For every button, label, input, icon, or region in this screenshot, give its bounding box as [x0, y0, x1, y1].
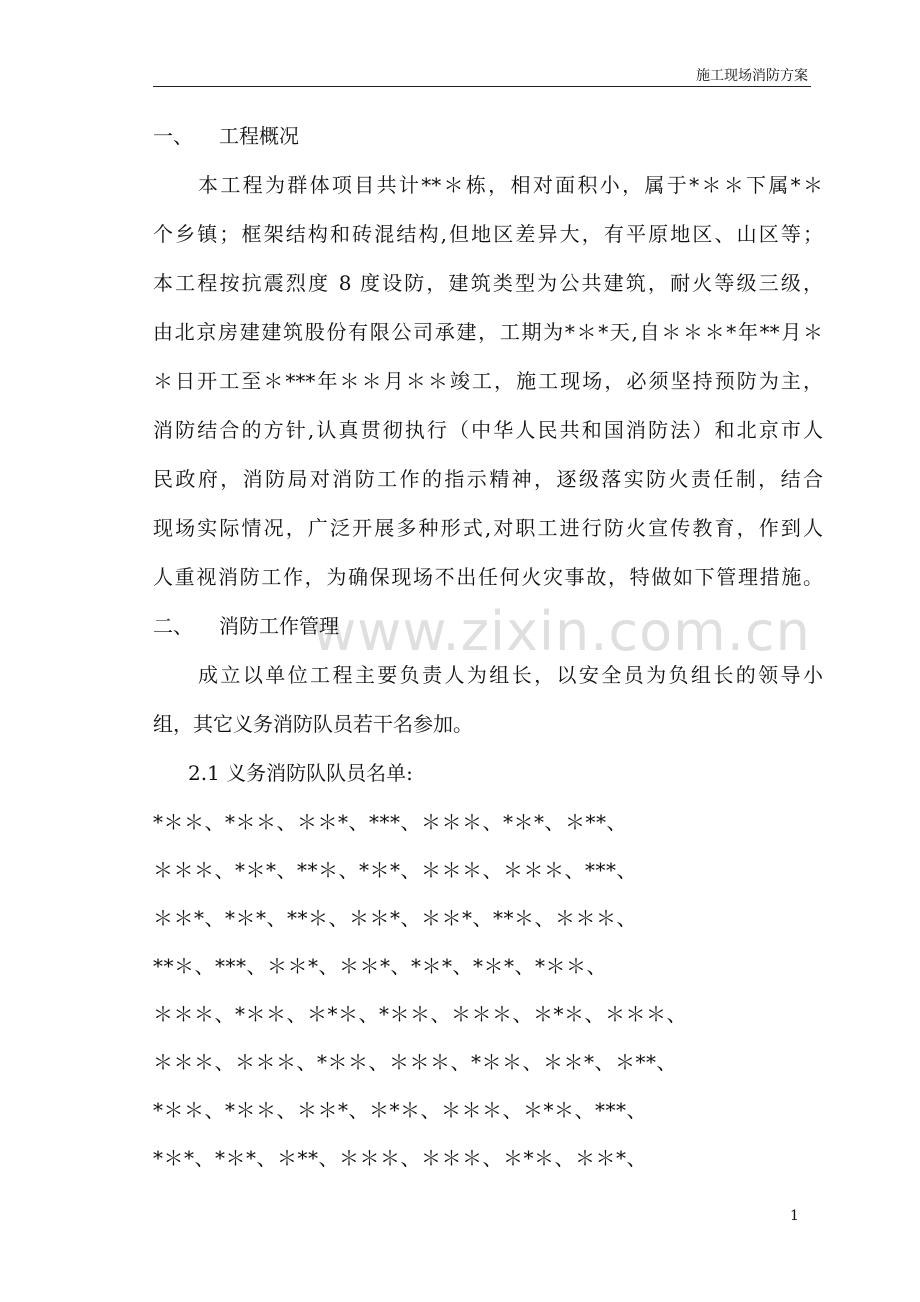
subsection-heading: 2.1 义务消防队队员名单:	[188, 761, 413, 785]
member-name-row: *＊*、*＊*、＊**、＊＊＊、＊＊＊、＊*＊、＊＊*、	[153, 1146, 647, 1170]
section-heading-1	[153, 112, 823, 161]
paragraph-line: ＊日开工至＊***年＊＊月＊＊竣工，施工现场，必须坚持预防为主，	[153, 369, 823, 393]
section-number: 二、	[153, 614, 193, 638]
member-name-row: ＊＊＊、＊＊＊、*＊＊、＊＊＊、*＊＊、＊＊*、＊**、	[153, 1050, 677, 1074]
member-name-row: ＊＊＊、*＊*、**＊、*＊*、＊＊＊、＊＊＊、***、	[153, 858, 637, 882]
paragraph-line: 组，其它义务消防队员若干名参加。	[153, 712, 473, 736]
paragraph-line: 由北京房建建筑股份有限公司承建，工期为*＊*天,自＊＊＊*年**月＊	[153, 320, 823, 344]
section-number: 一、	[153, 124, 193, 148]
member-name-row: ＊＊＊、*＊＊、＊*＊、*＊＊、＊＊＊、＊*＊、＊＊＊、	[153, 1002, 687, 1026]
watermark: www.zixin.com.cn	[312, 600, 811, 663]
section-title: 消防工作管理	[219, 614, 339, 638]
paragraph-line: 本工程按抗震烈度 8 度设防，建筑类型为公共建筑，耐火等级三级，	[153, 271, 823, 295]
paragraph-line: 人重视消防工作，为确保现场不出任何火灾事故，特做如下管理措施。	[153, 565, 823, 589]
document-body	[153, 112, 823, 1182]
page-header-title: 施工现场消防方案	[696, 68, 808, 84]
member-name-row: ＊＊*、*＊*、**＊、＊＊*、＊＊*、**＊、＊＊＊、	[153, 906, 637, 930]
paragraph-line: 现场实际情况，广泛开展多种形式,对职工进行防火宣传教育，作到人	[153, 516, 823, 540]
member-name-row: **＊、***、＊＊*、＊＊*、*＊*、*＊*、*＊＊、	[153, 954, 607, 978]
header-divider	[153, 86, 811, 87]
page-number: 1	[790, 1208, 799, 1224]
paragraph-line: 本工程为群体项目共计**＊栋，相对面积小，属于*＊＊下属*＊	[198, 173, 823, 197]
section-title: 工程概况	[219, 124, 299, 148]
member-name-row: *＊＊、*＊＊、＊＊*、＊*＊、＊＊＊、＊*＊、***、	[153, 1098, 647, 1122]
paragraph-line: 成立以单位工程主要负责人为组长，以安全员为负组长的领导小	[198, 663, 823, 687]
section-heading-2	[153, 602, 823, 651]
paragraph-line: 民政府，消防局对消防工作的指示精神，逐级落实防火责任制，结合	[153, 467, 823, 491]
paragraph-line: 消防结合的方针,认真贯彻执行（中华人民共和国消防法）和北京市人	[153, 418, 823, 442]
member-name-row: *＊＊、*＊＊、＊＊*、***、＊＊＊、*＊*、＊**、	[153, 810, 627, 834]
paragraph-line: 个乡镇；框架结构和砖混结构,但地区差异大，有平原地区、山区等；	[153, 222, 823, 246]
